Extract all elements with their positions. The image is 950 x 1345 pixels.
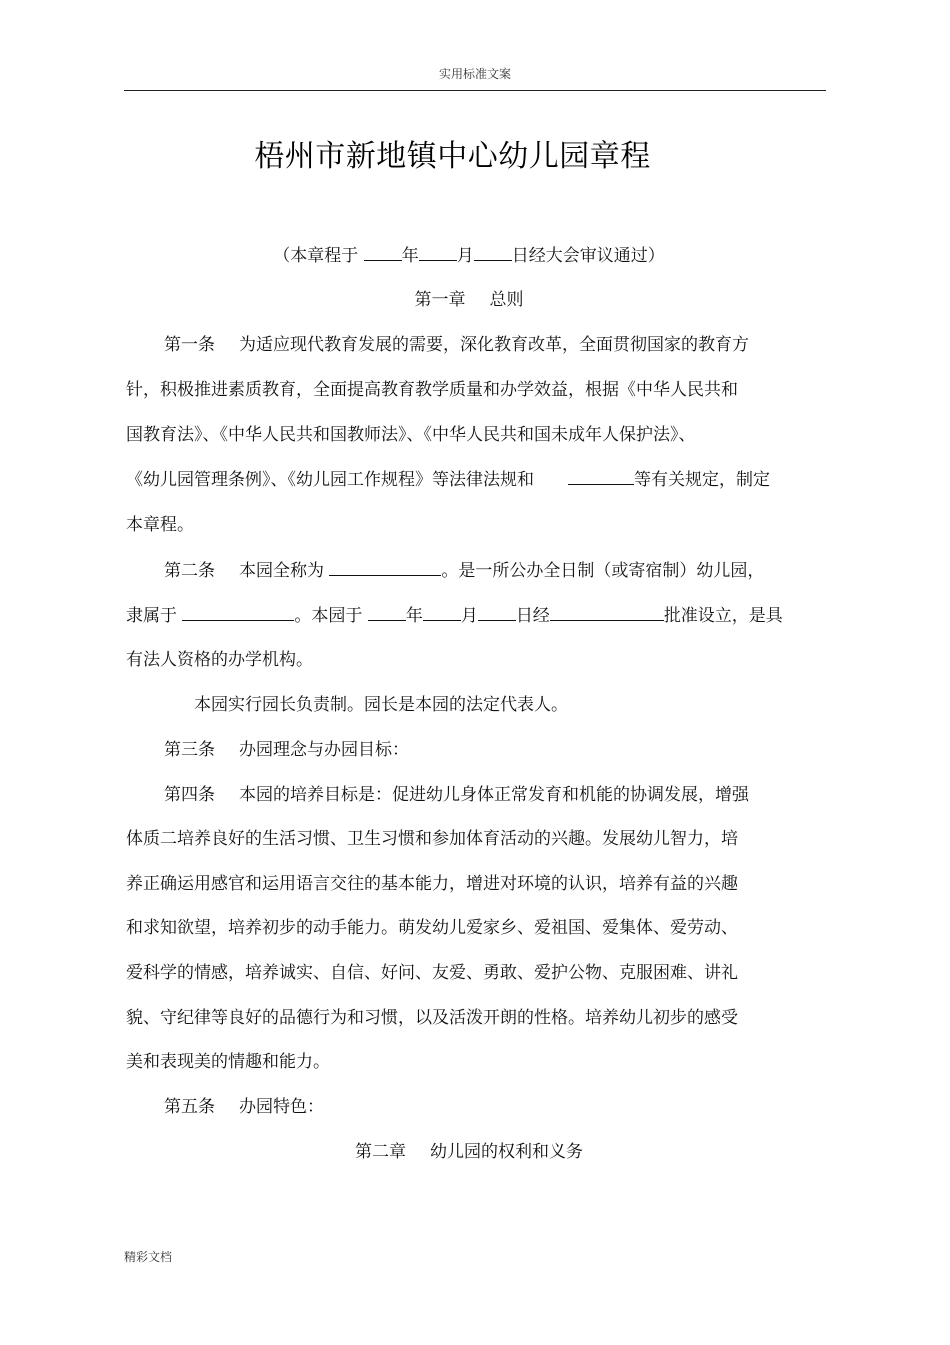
header-divider <box>124 90 826 91</box>
article-4-line-2: 体质二培养良好的生活习惯、卫生习惯和参加体育活动的兴趣。发展幼儿智力，培 <box>126 829 738 849</box>
founding-month-blank <box>423 604 461 621</box>
article-2-line-1 <box>164 559 764 582</box>
article-2-name-prefix: 本园全称为 <box>239 561 330 581</box>
article-4-label: 第四条 <box>164 785 215 805</box>
article-3-text: 办园理念与办园目标： <box>239 740 409 760</box>
article-5-text: 办园特色： <box>239 1097 324 1117</box>
article-4-line-1 <box>164 784 749 806</box>
article-1-line-4 <box>126 468 770 491</box>
approver-blank <box>550 604 664 621</box>
article-4-line-6: 貌、守纪律等良好的品德行为和习惯，以及活泼开朗的性格。培养幼儿初步的感受 <box>126 1008 738 1028</box>
page-header: 实用标准文案 <box>438 67 511 81</box>
article-1-line-1 <box>164 334 749 356</box>
article-1-line-4-end: 等有关规定，制定 <box>634 470 770 490</box>
affiliation-blank <box>182 604 294 621</box>
year-blank <box>364 244 402 261</box>
article-1-line-5: 本章程。 <box>126 515 194 535</box>
page-footer: 精彩文档 <box>124 1250 173 1264</box>
month-blank <box>419 244 457 261</box>
article-2-line-2 <box>126 604 783 627</box>
regulation-blank <box>568 468 634 485</box>
article-2-label: 第二条 <box>164 561 215 581</box>
article-4-line-3: 养正确运用感官和运用语言交往的基本能力，增进对环境的认识，培养有益的兴趣 <box>126 874 738 894</box>
article-4-text: 本园的培养目标是：促进幼儿身体正常发育和机能的协调发展，增强 <box>239 785 749 805</box>
founding-day-blank <box>478 604 516 621</box>
article-5 <box>164 1096 324 1118</box>
article-1-label: 第一条 <box>164 335 215 355</box>
adoption-year: 年 <box>401 246 419 266</box>
article-1-line-3: 国教育法》、《中华人民共和国教师法》、《中华人民共和国未成年人保护法》、 <box>126 425 696 445</box>
adoption-suffix: 日经大会审议通过） <box>511 246 665 266</box>
chapter-2-label: 第二章 <box>355 1142 406 1162</box>
chapter-2-heading <box>0 1141 938 1163</box>
article-2-paragraph-2: 本园实行园长负责制。园长是本园的法定代表人。 <box>194 695 568 715</box>
article-2-line-1-end: 。是一所公办全日制（或寄宿制）幼儿园， <box>441 561 765 581</box>
founding-month: 月 <box>460 606 478 626</box>
founding-year: 年 <box>405 606 423 626</box>
chapter-1-title: 总则 <box>489 290 524 310</box>
adoption-prefix: （本章程于 <box>273 246 364 266</box>
article-4-line-5: 爱科学的情感，培养诚实、自信、好问、友爱、勇敢、爱护公物、克服困难、讲礼 <box>126 963 738 983</box>
founding-year-blank <box>368 604 406 621</box>
article-1-line-4-text: 《幼儿园管理条例》、《幼儿园工作规程》等法律法规和 <box>126 470 534 490</box>
kindergarten-name-blank <box>329 559 441 576</box>
article-1-text: 为适应现代教育发展的需要，深化教育改革，全面贯彻国家的教育方 <box>239 335 749 355</box>
article-2-line-2-end: 批准设立，是具 <box>663 606 783 626</box>
adoption-note <box>0 244 938 267</box>
chapter-1-heading <box>0 289 938 311</box>
affiliation-prefix: 隶属于 <box>126 606 183 626</box>
day-blank <box>474 244 512 261</box>
article-5-label: 第五条 <box>164 1097 215 1117</box>
article-2-line-3: 有法人资格的办学机构。 <box>126 650 313 670</box>
chapter-2-title: 幼儿园的权利和义务 <box>430 1142 583 1162</box>
article-1-line-2: 针，积极推进素质教育，全面提高教育教学质量和办学效益，根据《中华人民共和 <box>126 380 738 400</box>
adoption-month: 月 <box>456 246 474 266</box>
chapter-1-label: 第一章 <box>414 290 466 310</box>
article-4-line-4: 和求知欲望，培养初步的动手能力。萌发幼儿爱家乡、爱祖国、爱集体、爱劳动、 <box>126 918 738 938</box>
document-title: 梧州市新地镇中心幼儿园章程 <box>254 139 651 174</box>
article-3-label: 第三条 <box>164 740 215 760</box>
article-4-line-7: 美和表现美的情趣和能力。 <box>126 1052 330 1072</box>
article-3 <box>164 739 409 761</box>
founding-prefix: 。本园于 <box>294 606 368 626</box>
founding-day: 日经 <box>515 606 550 626</box>
